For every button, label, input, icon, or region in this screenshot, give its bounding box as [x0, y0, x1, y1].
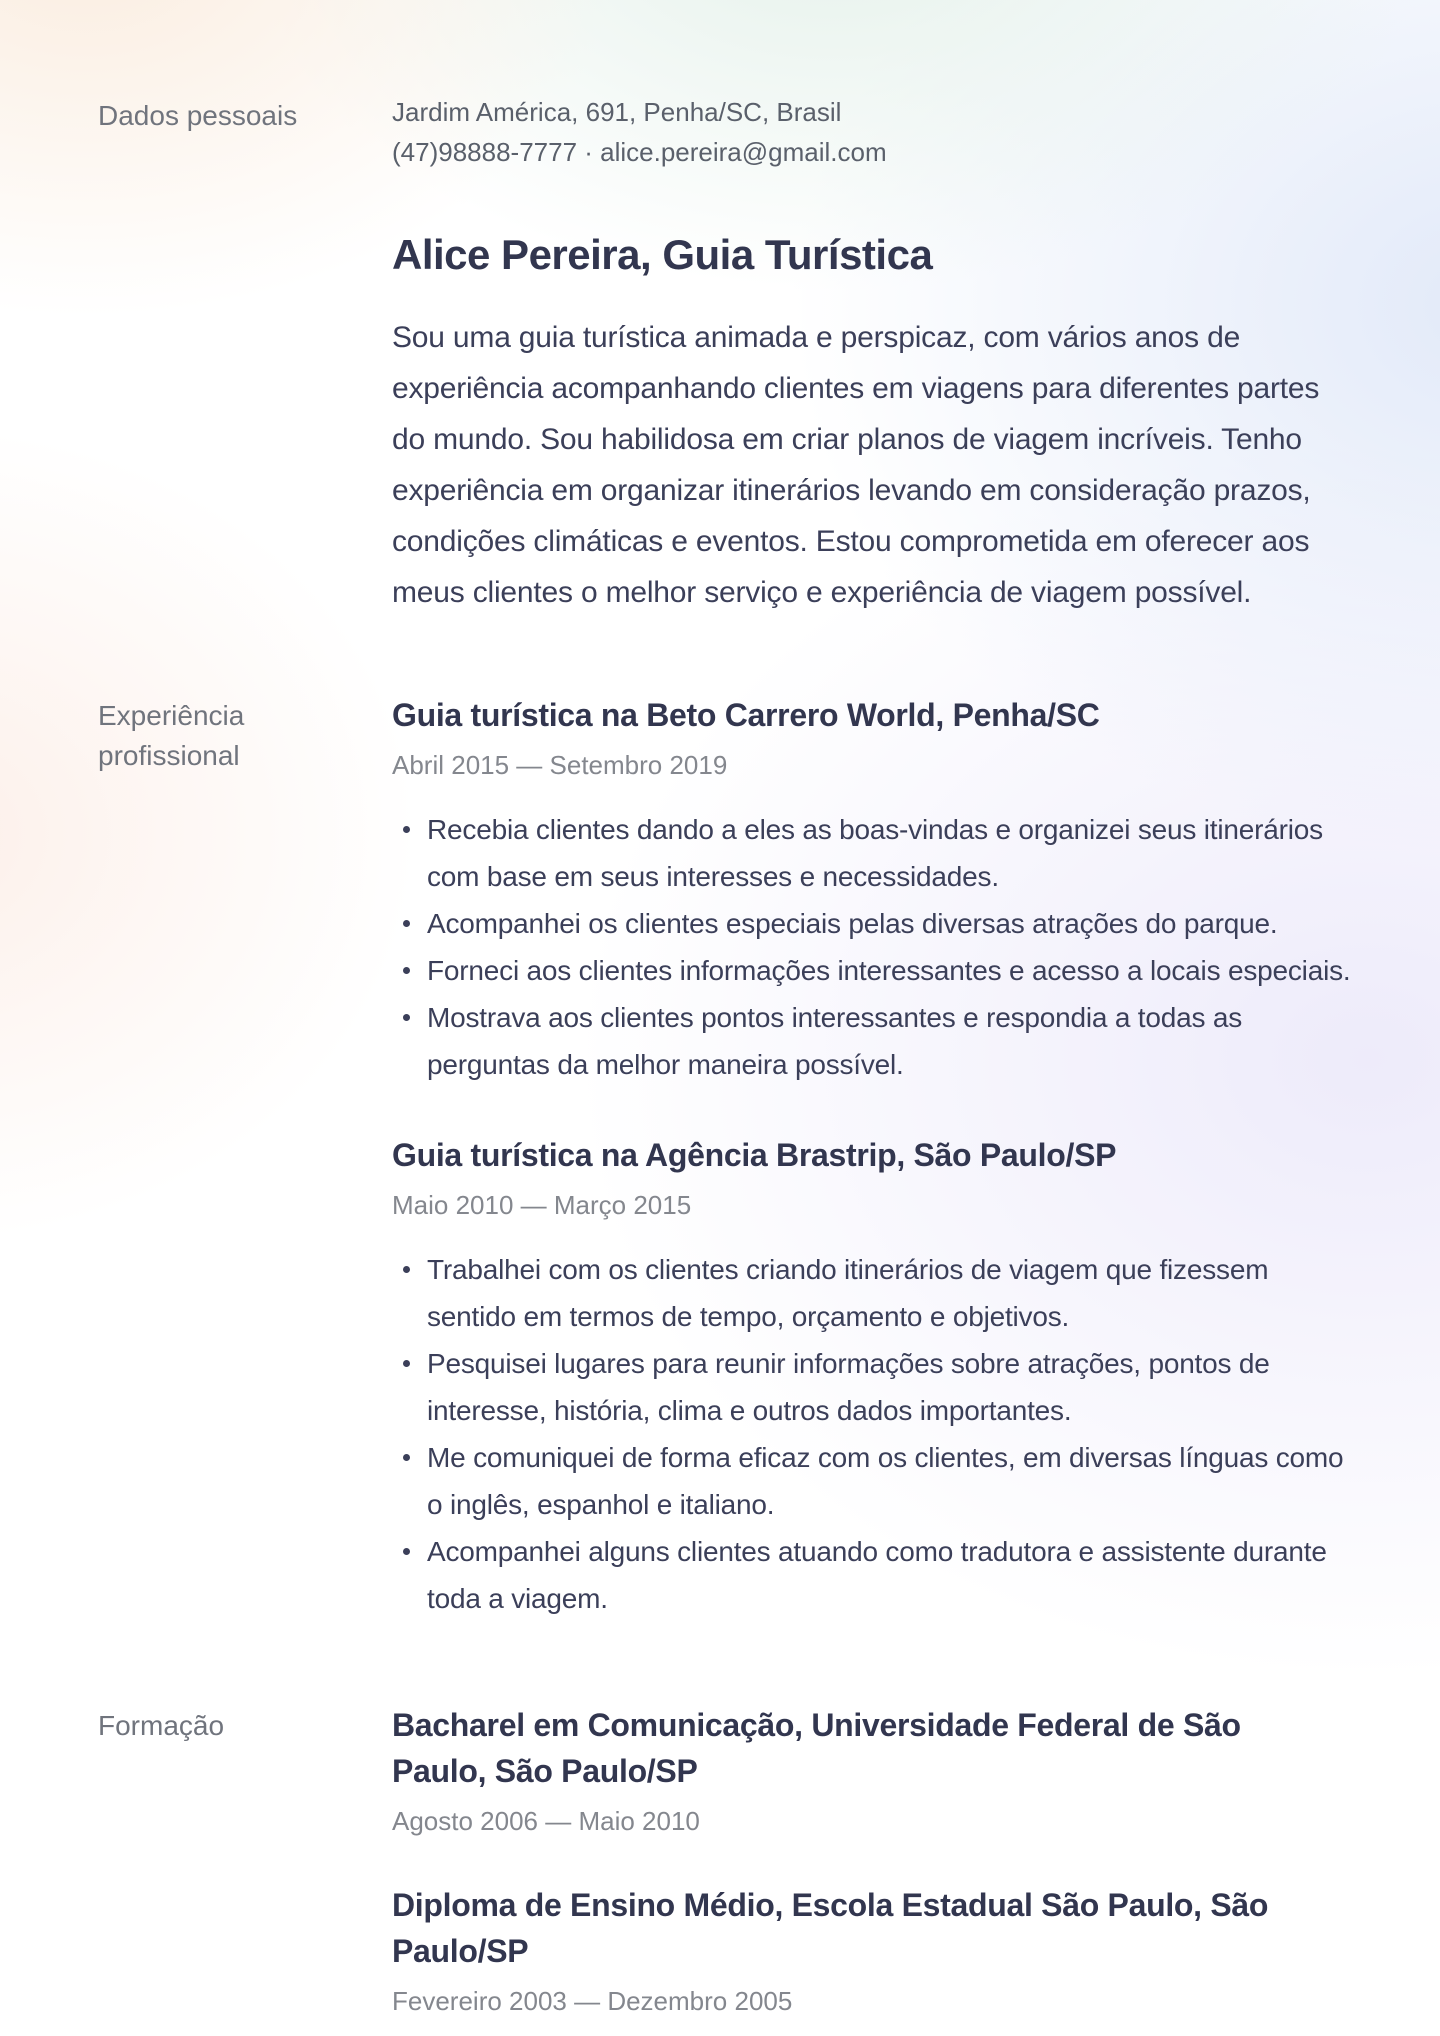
bullet-text: Acompanhei os clientes especiais pelas diversas atrações do parque. — [427, 908, 1278, 939]
job-bullet — [392, 1246, 1362, 1340]
profile-summary: Sou uma guia turística animada e perspicaz, com vários anos de experiência acompanhando clientes em viagens para diferentes partes do mundo. Sou habilidosa em criar planos de viagem incríveis. Tenho experiência em organizar itinerários levando em consideração prazos, condições climáticas e eventos. Estou comprometida em oferecer aos meus clientes o melhor serviço e experiência de viagem possível. — [392, 321, 1320, 609]
job-period: Abril 2015 — Setembro 2019 — [392, 750, 728, 780]
job-bullet — [392, 1434, 1362, 1528]
section-label-education: Formação — [98, 1710, 225, 1741]
education-period: Agosto 2006 — Maio 2010 — [392, 1806, 700, 1836]
bullet-text: Recebia clientes dando a eles as boas-vindas e organizei seus itinerários com base em seus interesses e necessidades. — [427, 814, 1323, 892]
bullet-dot-icon — [403, 1360, 410, 1367]
job-bullet-list — [392, 806, 1362, 1088]
section-label-personal: Dados pessoais — [98, 100, 298, 131]
bullet-text: Trabalhei com os clientes criando itinerários de viagem que fizessem sentido em termos de tempo, orçamento e objetivos. — [427, 1254, 1269, 1332]
education-entry — [392, 1882, 1362, 2018]
address-line: Jardim América, 691, Penha/SC, Brasil — [392, 97, 842, 127]
page-title: Alice Pereira, Guia Turística — [392, 231, 933, 278]
bullet-dot-icon — [403, 967, 410, 974]
personal-content — [392, 92, 1362, 618]
job-bullet — [392, 1340, 1362, 1434]
job-period: Maio 2010 — Março 2015 — [392, 1190, 692, 1220]
experience-content — [392, 692, 1362, 1622]
phone-email-line: (47)98888-7777 · alice.pereira@gmail.com — [392, 137, 887, 167]
contact-block — [392, 92, 1362, 172]
job-title: Guia turística na Agência Brastrip, São Paulo/SP — [392, 1137, 1117, 1173]
bullet-dot-icon — [403, 1266, 410, 1273]
bullet-text: Pesquisei lugares para reunir informações sobre atrações, pontos de interesse, história, clima e outros dados importantes. — [427, 1348, 1270, 1426]
education-section — [0, 1702, 1440, 2018]
section-label-experience: Experiência profissional — [98, 700, 245, 771]
bullet-text: Acompanhei alguns clientes atuando como tradutora e assistente durante toda a viagem. — [427, 1536, 1327, 1614]
bullet-dot-icon — [403, 826, 410, 833]
education-title: Bacharel em Comunicação, Universidade Federal de São Paulo, São Paulo/SP — [392, 1707, 1241, 1789]
education-entry — [392, 1702, 1362, 1838]
education-content — [392, 1702, 1362, 2018]
job-bullet — [392, 900, 1362, 947]
bullet-text: Mostrava aos clientes pontos interessantes e respondia a todas as perguntas da melhor maneira possível. — [427, 1002, 1243, 1080]
bullet-text: Me comuniquei de forma eficaz com os clientes, em diversas línguas como o inglês, espanhol e italiano. — [427, 1442, 1344, 1520]
experience-section — [0, 692, 1440, 1622]
bullet-dot-icon — [403, 1548, 410, 1555]
job-bullet — [392, 947, 1362, 994]
job-title: Guia turística na Beto Carrero World, Penha/SC — [392, 697, 1100, 733]
job-entry — [392, 1132, 1362, 1622]
personal-section — [0, 0, 1440, 618]
bullet-dot-icon — [403, 1454, 410, 1461]
bullet-text: Forneci aos clientes informações interessantes e acesso a locais especiais. — [427, 955, 1351, 986]
education-period: Fevereiro 2003 — Dezembro 2005 — [392, 1986, 793, 2016]
job-bullet — [392, 806, 1362, 900]
job-bullet-list — [392, 1246, 1362, 1622]
bullet-dot-icon — [403, 920, 410, 927]
job-entry — [392, 692, 1362, 1088]
job-bullet — [392, 1528, 1362, 1622]
job-bullet — [392, 994, 1362, 1088]
bullet-dot-icon — [403, 1014, 410, 1021]
education-title: Diploma de Ensino Médio, Escola Estadual São Paulo, São Paulo/SP — [392, 1887, 1269, 1969]
